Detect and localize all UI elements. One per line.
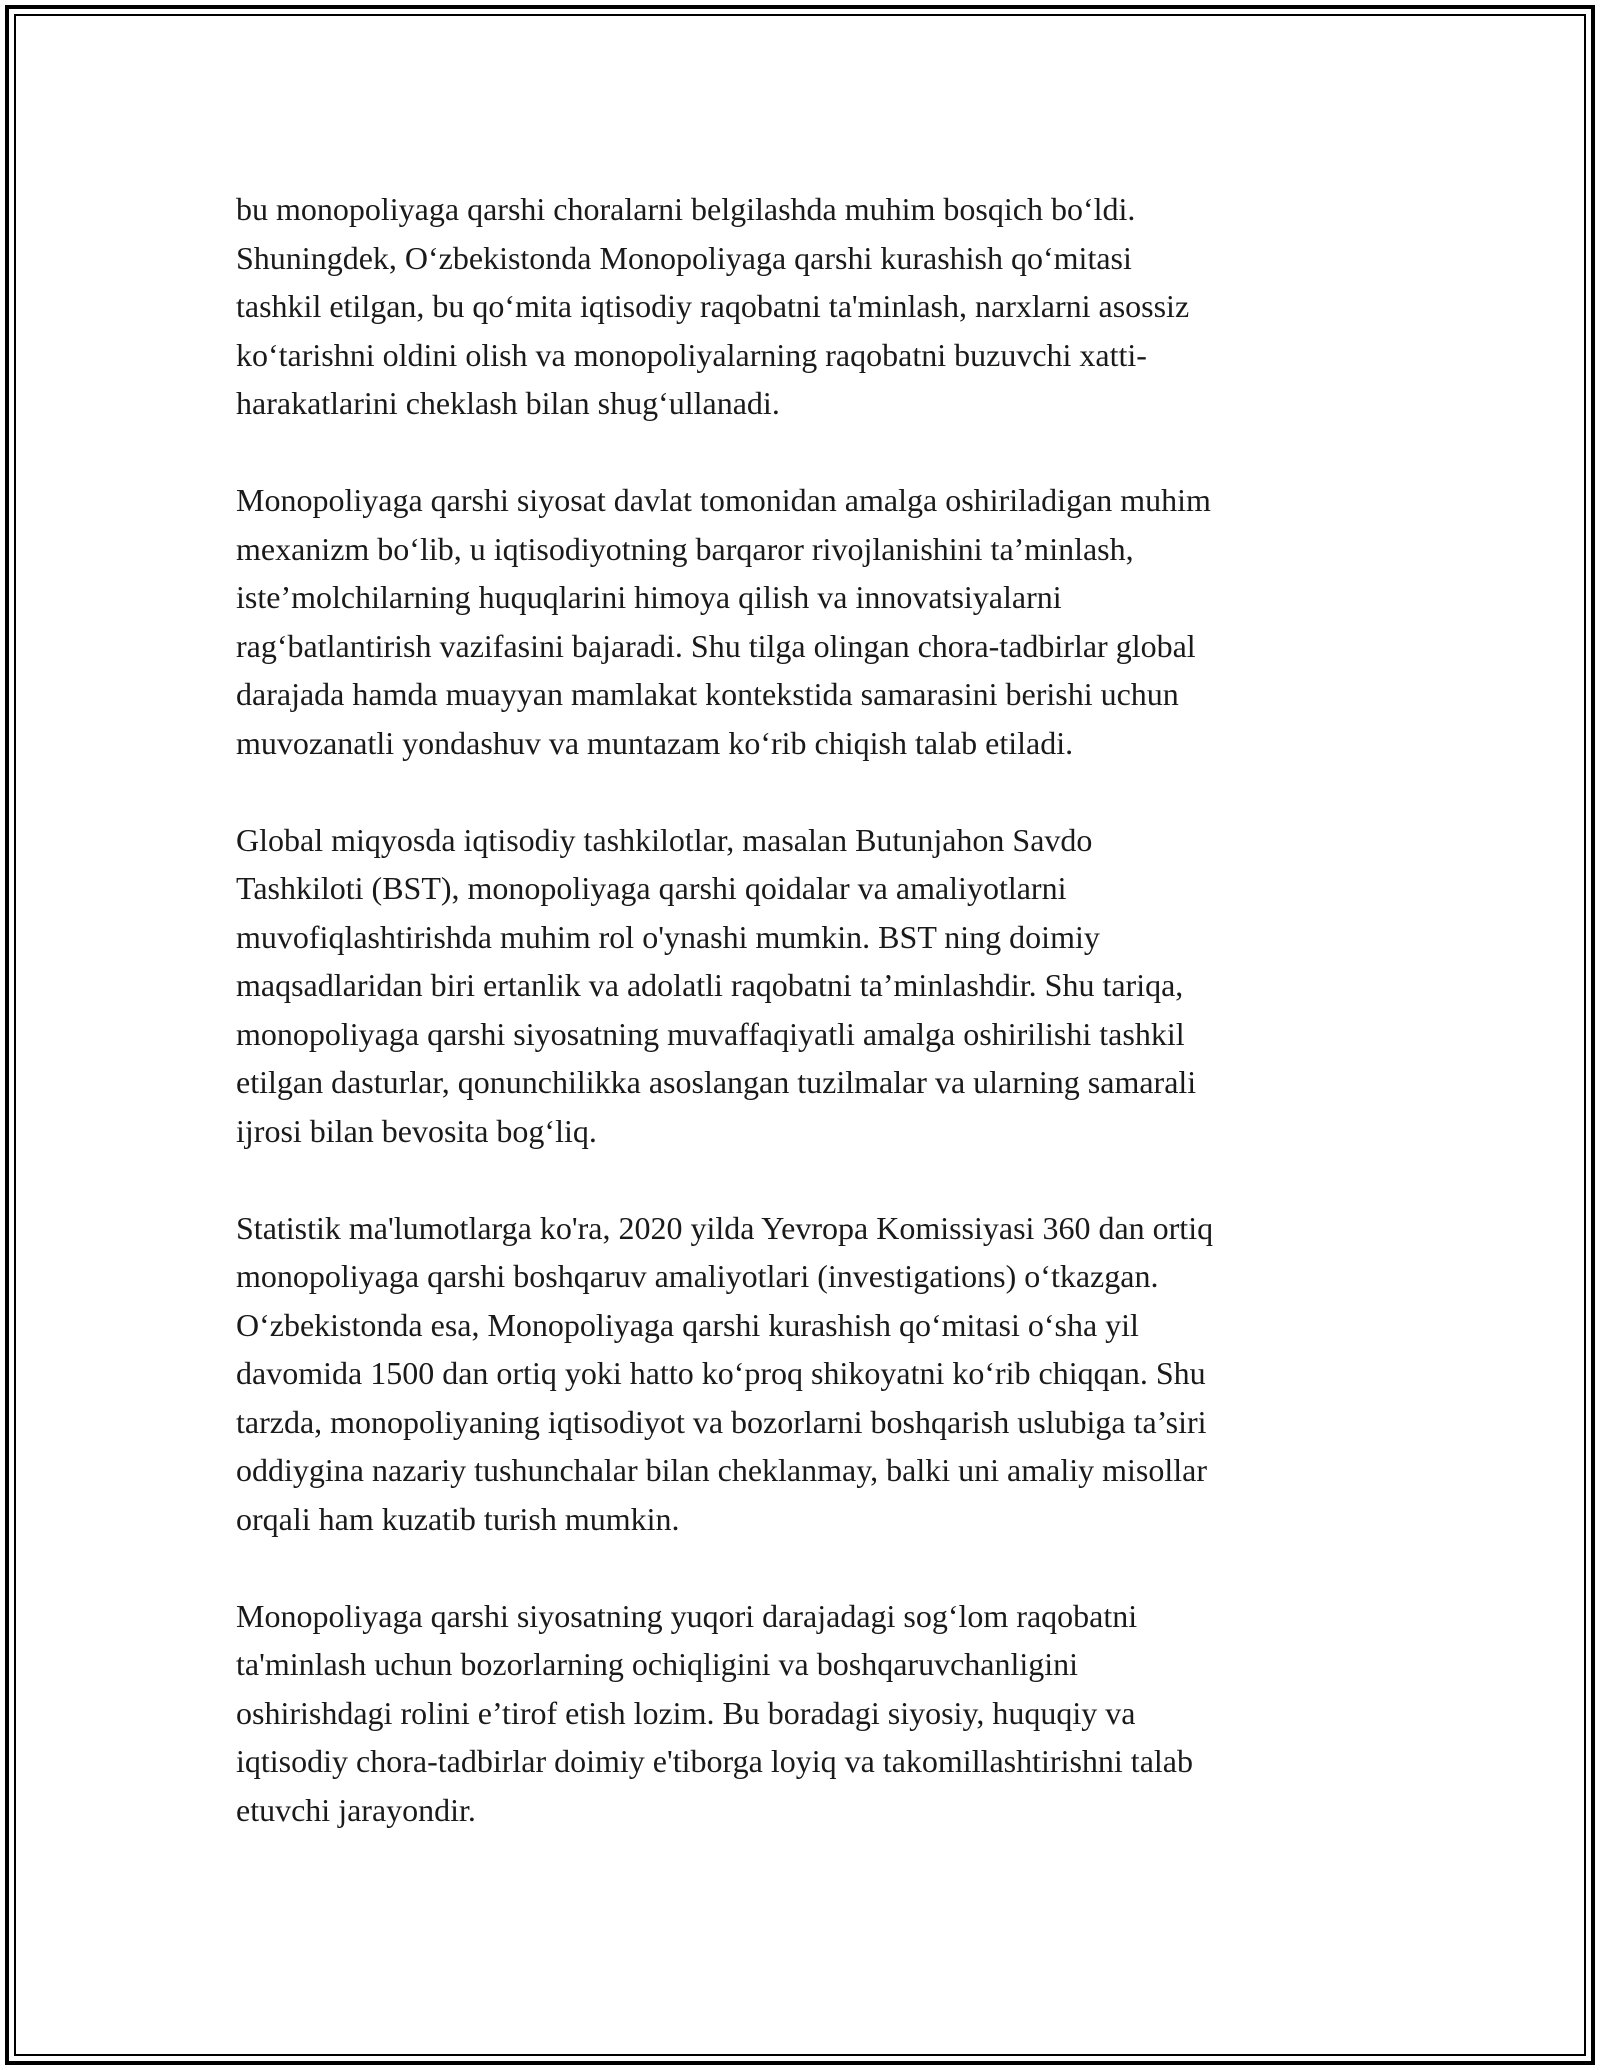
text-line: davomida 1500 dan ortiq yoki hatto ko‘proq shikoyatni ko‘rib chiqqan. Shu [236,1355,1206,1391]
text-line: rag‘batlantirish vazifasini bajaradi. Shu tilga olingan chora-tadbirlar global [236,627,1196,664]
text-line: Shuningdek, O‘zbekistonda Monopoliyaga qarshi kurashish qo‘mitasi [236,239,1132,276]
text-line: Monopoliyaga qarshi siyosat davlat tomonidan amalga oshiriladigan muhim [236,482,1211,518]
text-line: maqsadlaridan biri ertanlik va adolatli raqobatni ta’minlashdir. Shu tariqa, [236,967,1184,1003]
text-line: etilgan dasturlar, qonunchilikka asoslangan tuzilmalar va ularning samarali [236,1064,1197,1100]
text-line: darajada hamda muayyan mamlakat kontekstida samarasini berishi uchun [236,676,1179,712]
paragraph-2 [236,476,1376,767]
paragraph-4 [236,1204,1376,1544]
text-line: ijrosi bilan bevosita bog‘liq. [236,1112,597,1149]
text-line: monopoliyaga qarshi siyosatning muvaffaqiyatli amalga oshirilishi tashkil [236,1015,1185,1052]
text-line: monopoliyaga qarshi boshqaruv amaliyotlari (investigations) o‘tkazgan. [236,1258,1159,1294]
text-line: iste’molchilarning huquqlarini himoya qilish va innovatsiyalarni [236,579,1062,615]
paragraph-3 [236,816,1376,1156]
text-line: muvofiqlashtirishda muhim rol o'ynashi mumkin. BST ning doimiy [236,918,1100,955]
text-line: harakatlarini cheklash bilan shug‘ullanadi. [236,385,780,421]
text-line: Global miqyosda iqtisodiy tashkilotlar, masalan Butunjahon Savdo [236,821,1093,858]
text-line: tarzda, monopoliyaning iqtisodiyot va bozorlarni boshqarish uslubiga ta’siri [236,1403,1207,1440]
text-line: Statistik ma'lumotlarga ko'ra, 2020 yilda Yevropa Komissiyasi 360 dan ortiq [236,1209,1214,1246]
text-line: orqali ham kuzatib turish mumkin. [236,1500,680,1537]
text-line: Monopoliyaga qarshi siyosatning yuqori darajadagi sog‘lom raqobatni [236,1597,1138,1634]
text-line: tashkil etilgan, bu qo‘mita iqtisodiy raqobatni ta'minlash, narxlarni asossiz [236,288,1190,324]
text-line: iqtisodiy chora-tadbirlar doimiy e'tiborga loyiq va takomillashtirishni talab [236,1743,1193,1779]
text-line: Tashkiloti (BST), monopoliyaga qarshi qoidalar va amaliyotlarni [236,870,1067,906]
paragraph-5 [236,1592,1376,1835]
text-line: oddiygina nazariy tushunchalar bilan cheklanmay, balki uni amaliy misollar [236,1452,1207,1488]
text-line: oshirishdagi rolini e’tirof etish lozim. Bu boradagi siyosiy, huquqiy va [236,1694,1136,1731]
document-body [236,185,1376,1883]
text-line: etuvchi jarayondir. [236,1791,476,1828]
text-line: O‘zbekistonda esa, Monopoliyaga qarshi kurashish qo‘mitasi o‘sha yil [236,1306,1139,1343]
text-line: muvozanatli yondashuv va muntazam ko‘rib chiqish talab etiladi. [236,724,1074,761]
text-line: mexanizm bo‘lib, u iqtisodiyotning barqaror rivojlanishini ta’minlash, [236,530,1134,567]
text-line: ko‘tarishni oldini olish va monopoliyalarning raqobatni buzuvchi xatti- [236,336,1147,373]
text-line: ta'minlash uchun bozorlarning ochiqligini va boshqaruvchanligini [236,1646,1079,1682]
paragraph-1 [236,185,1376,428]
text-line: bu monopoliyaga qarshi choralarni belgilashda muhim bosqich bo‘ldi. [236,191,1136,227]
